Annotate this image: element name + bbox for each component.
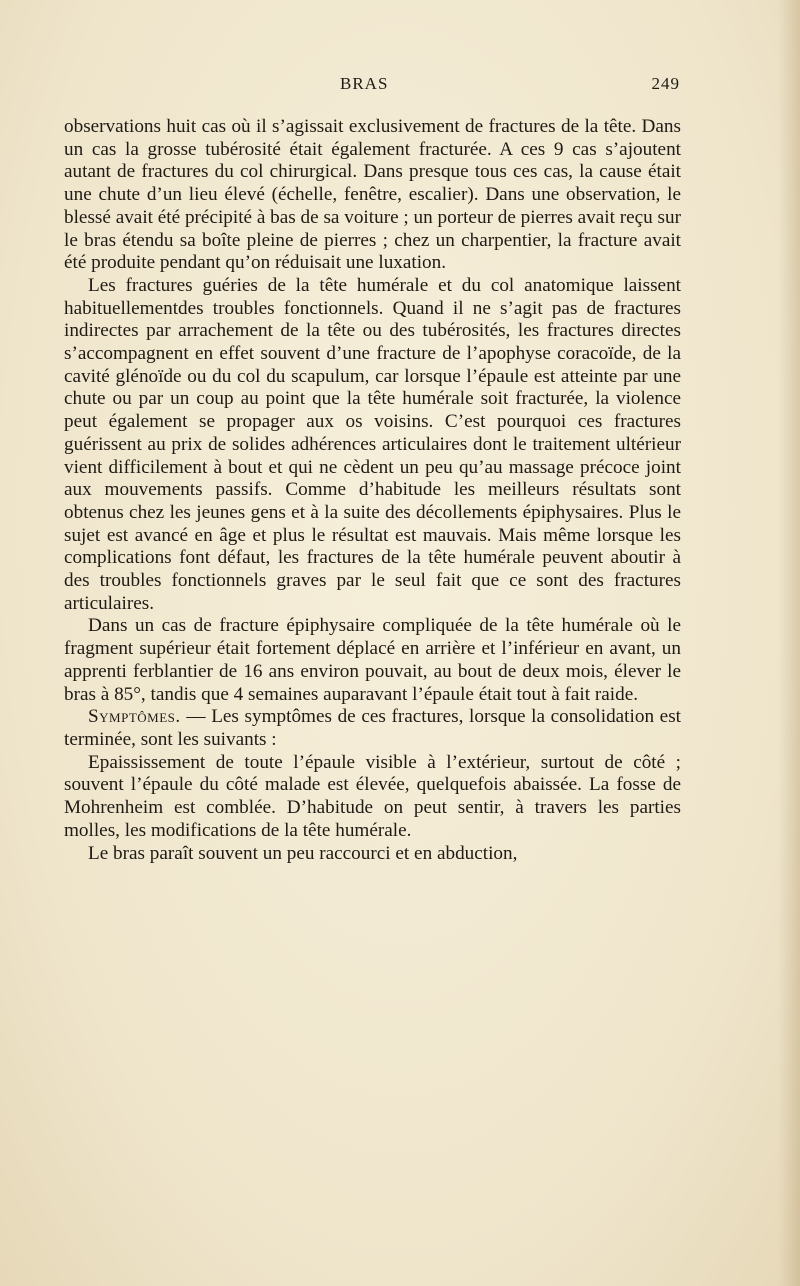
page-header [64,74,680,100]
paragraph-3: Dans un cas de fracture épiphysaire compliquée de la tête humérale où le fragment supérieur était fortement déplacé en arrière et l’inférieur en avant, un apprenti ferblantier de 16 ans environ pouvait, au bout de deux mois, élever le bras à 85°, tandis que 4 semaines auparavant l’épaule était tout à fait raide. [64,615,681,705]
section-heading-symptoms: Symptômes. [88,706,181,728]
paragraph-2: Les fractures guéries de la tête humérale et du col anatomique laissent habituellementdes troubles fonctionnels. Quand il ne s’agit pas de fractures indirectes par arrachement de la tête ou des tubérosités, les fractures directes s’accompagnent en effet souvent d’une fracture de l’apophyse coracoïde, de la cavité glénoïde ou du col du scapulum, car lorsque l’épaule est atteinte par une chute ou par un coup au point que la tête humérale soit fracturée, la violence peut également se propager aux os voisins. C’est pourquoi ces fractures guérissent au prix de solides adhérences articulaires dont le traitement ultérieur vient difficilement à bout et qui ne cèdent un peu qu’au massage précoce joint aux mouvements passifs. Comme d’habitude les meilleurs résultats sont obtenus chez les jeunes gens et à la suite des décollements épiphysaires. Plus le sujet est avancé en âge et plus le résultat est mauvais. Mais même lorsque les complications font défaut, les fractures de la tête humérale peuvent aboutir à des troubles fonctionnels graves par le seul fait que ce sont des fractures articulaires. [64,274,681,614]
paragraph-5: Epaississement de toute l’épaule visible à l’extérieur, surtout de côté ; souvent l’épaule du côté malade est élevée, quelquefois abaissée. La fosse de Mohrenheim est comblée. D’habitude on peut sentir, à travers les parties molles, les modifications de la tête humérale. [64,751,681,841]
page-number: 249 [651,74,680,93]
paragraph-1: observations huit cas où il s’agissait exclusivement de fractures de la tête. Dans un cas la grosse tubérosité était également fracturée. A ces 9 cas s’ajoutent autant de fractures du col chirurgical. Dans presque tous ces cas, la cause était une chute d’un lieu élevé (échelle, fenêtre, escalier). Dans une observation, le blessé avait été précipité à bas de sa voiture ; un porteur de pierres avait reçu sur le bras étendu sa boîte pleine de pierres ; chez un charpentier, la fracture avait été produite pendant qu’on réduisait une luxation. [64,116,681,274]
symptoms-text: — Les symptômes de ces fractures, lorsque la consolidation est terminée, sont les suivants : [64,706,681,750]
body-text [64,116,681,865]
paragraph-symptoms [64,706,681,751]
running-head: BRAS [340,74,389,93]
paragraph-6: Le bras paraît souvent un peu raccourci et en abduction, [88,842,518,864]
page-edge-shadow [778,0,800,1286]
